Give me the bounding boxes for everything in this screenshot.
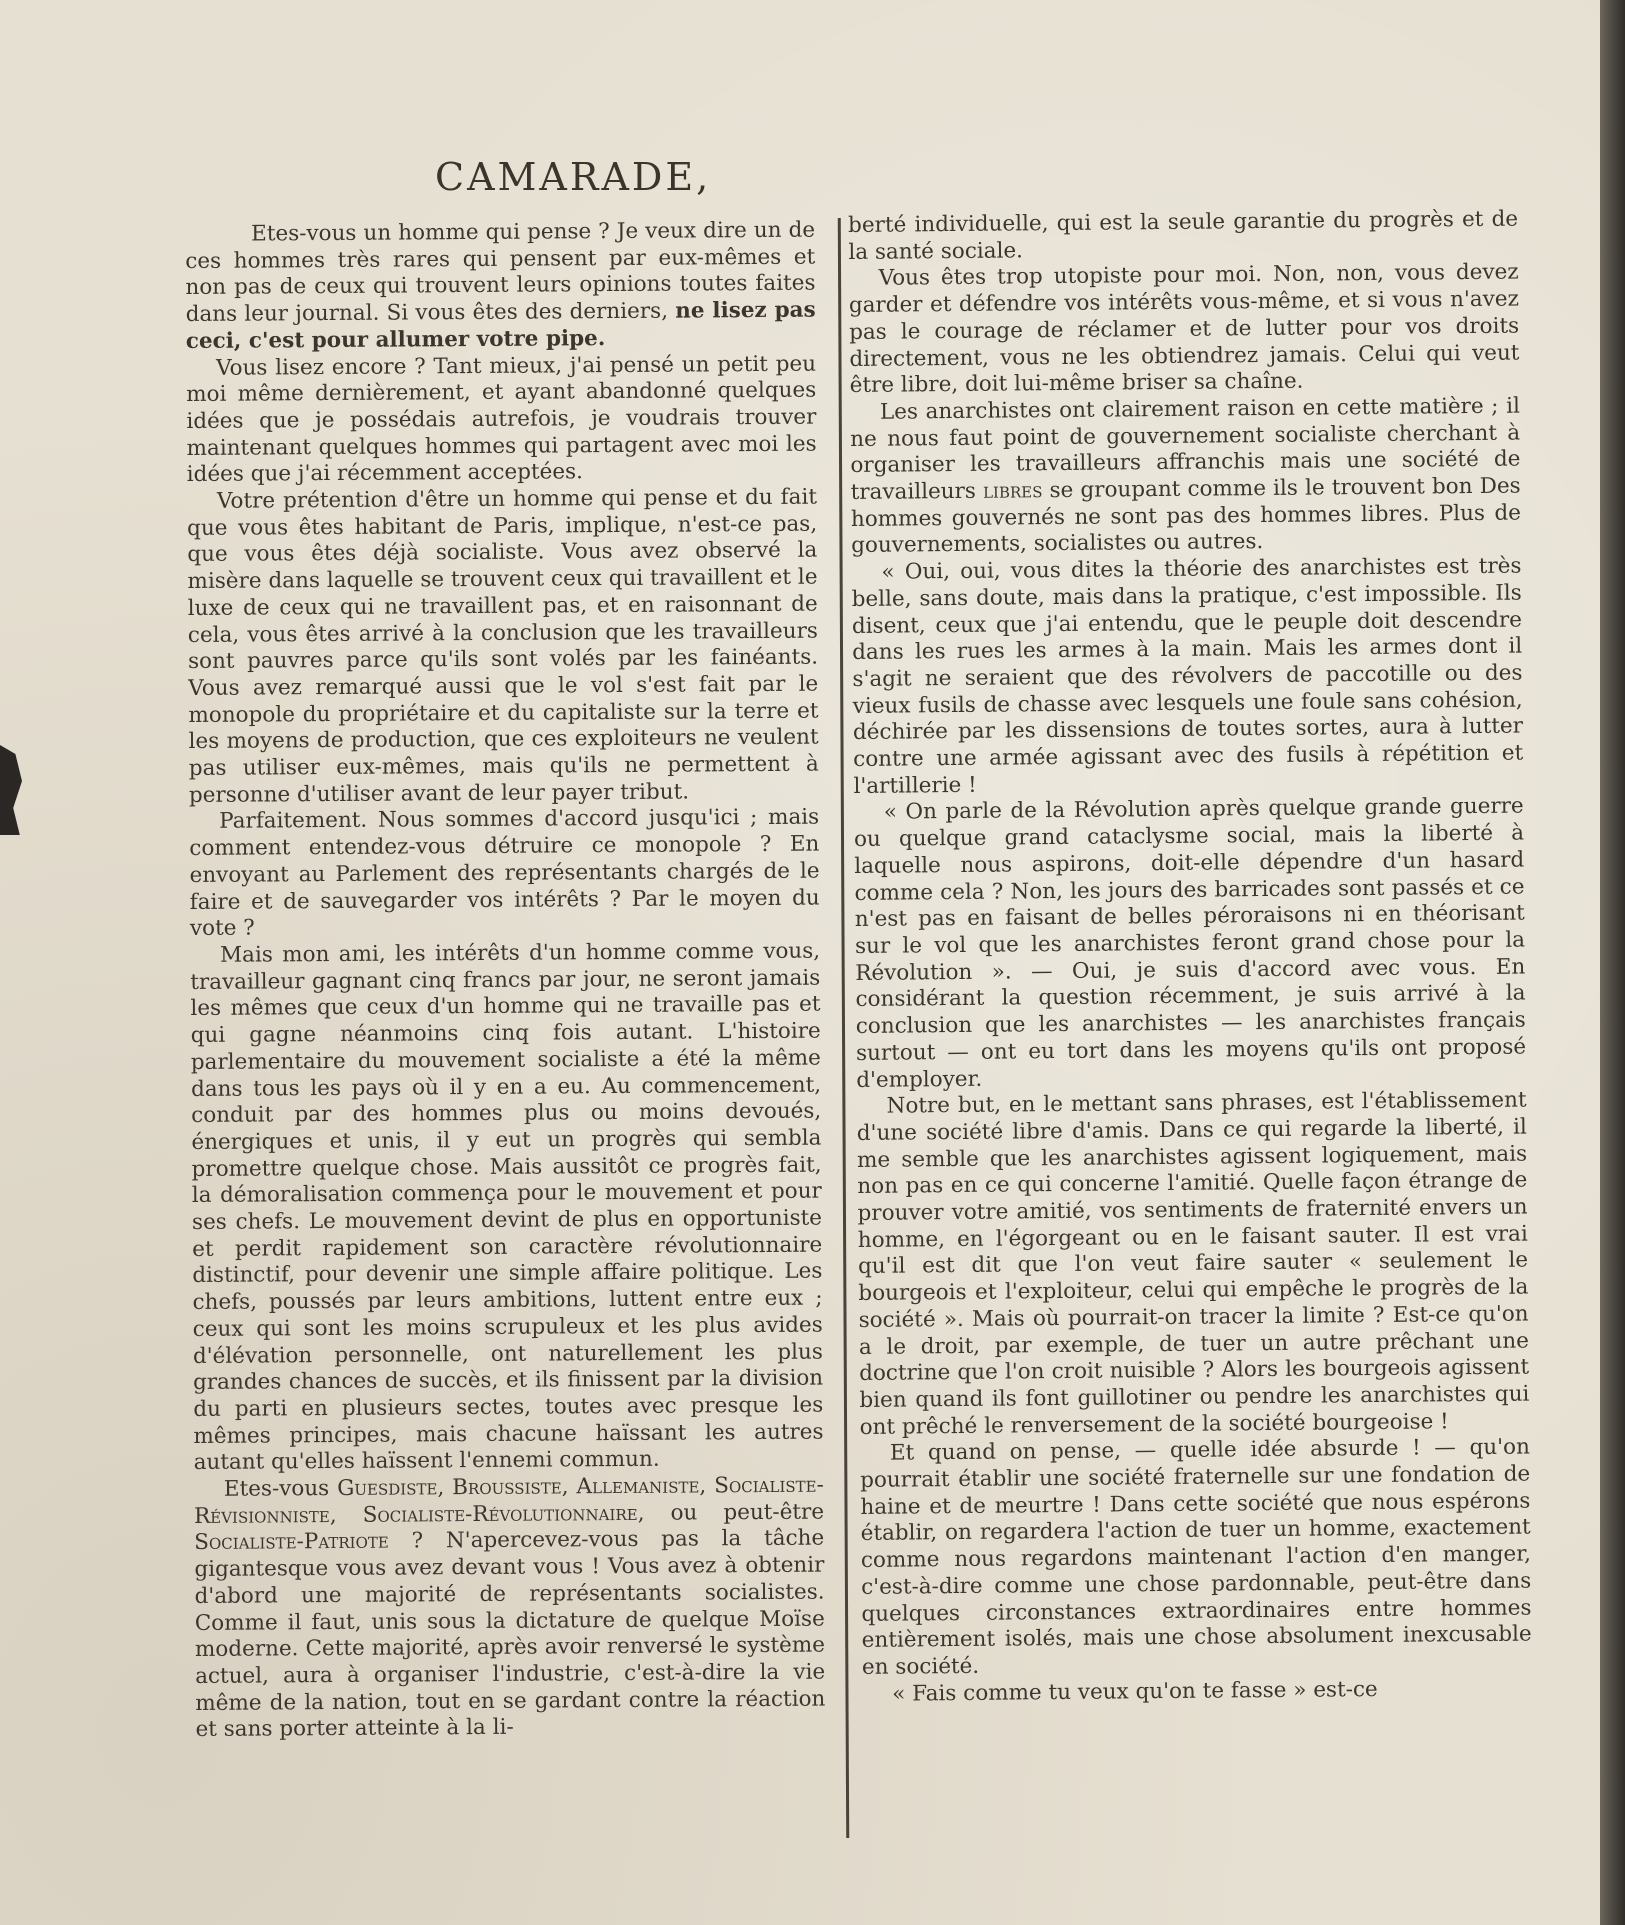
right-paragraph-6: Notre but, en le mettant sans phrases, est l'établissement d'une société libre d'amis. Dans ce qui regarde la liberté, il me semble que les anarchistes agissent logiquement, mais non pas en ce qui concerne l'amitié. Quelle façon étrange de prouver votre amitié, vos sentiments de fraternité envers un homme, en l'égorgeant ou en le faisant sauter. Il est vrai qu'il est dit que l'on veut faire sauter « seulement le bourgeois et l'exploiteur, celui qui empêche le progrès de la société ». Mais où pourrait-on tracer la limite ? Est-ce qu'on a le droit, par exemple, de tuer un autre prêchant une doctrine que l'on croit nuisible ? Alors les bourgeois agissent bien quand ils font guillotiner ou pendre les anarchistes qui ont prêché le renversement de la société bourgeoise ! xyxy=(856,1087,1530,1440)
right-paragraph-5: « On parle de la Révolution après quelque grande guerre ou quelque grand cataclysme social, mais la liberté à laquelle nous aspirons, doit-elle dépendre d'un hasard comme cela ? Non, les jours des barricades sont passés et ce n'est pas en faisant de belles péroraisons ni en théorisant sur le vol que les anarchistes feront grand chose pour la Révolution ». — Oui, je suis d'accord avec vous. En considérant la question récemment, je suis arrivé à la conclusion que les anarchistes — les anarchistes français surtout — ont eu tort dans les moyens qu'ils ont proposé d'employer. xyxy=(853,794,1527,1093)
left-p1-text: Etes-vous un homme qui pense ? Je veux dire un de ces hommes très rares qui pensent par eux-mêmes et non pas de ceux qui trouvent leurs opinions toutes faites dans leur journal. Si vous êtes des derniers, xyxy=(185,217,816,328)
left-p6-factions: Guesdiste, Broussiste, Allemaniste, Socialiste-Révisionniste, Socialiste-Révolutionnaire xyxy=(193,1472,824,1529)
left-p6-start: Etes-vous xyxy=(223,1476,338,1502)
left-p6-end: ? N'apercevez-vous pas la tâche gigantesque vous avez devant vous ! Vous avez à obtenir d'abord une majorité de représentants socialistes. Comme il faut, unis sous la dictature de quelque Moïse moderne. Cette majorité, après avoir renversé le système actuel, aura à organiser l'industrie, c'est-à-dire la vie même de la nation, tout en se gardant contre la réaction et sans porter atteinte à la li- xyxy=(194,1526,826,1743)
left-paragraph-5: Mais mon ami, les intérêts d'un homme comme vous, travailleur gagnant cinq francs par jour, ne seront jamais les mêmes que ceux d'un homme qui ne travaille pas et qui gagne néanmoins cinq fois autant. L'histoire parlementaire du mouvement socialiste a été la même dans tous les pays où il y en a eu. Au commencement, conduit par des hommes plus ou moins devoués, énergiques et unis, il y eut un progrès qui sembla promettre quelque chose. Mais aussitôt ce progrès fait, la démoralisation commença pour le mouvement et pour ses chefs. Le mouvement devint de plus en opportuniste et perdit rapidement son caractère révolutionnaire distinctif, pour devenir une simple affaire politique. Les chefs, poussés par leurs ambitions, luttent entre eux ; ceux qui sont les moins scrupuleux et les plus avides d'élévation personnelle, ont naturellement les plus grandes chances de succès, et ils finissent par la division du parti en plusieurs sectes, toutes avec presque les mêmes principes, mais chacune haïssant les autres autant qu'elles haïssent l'ennemi commun. xyxy=(190,938,824,1476)
left-paragraph-3: Votre prétention d'être un homme qui pense et du fait que vous êtes habitant de Paris, implique, n'est-ce pas, que vous êtes déjà socialiste. Vous avez observé la misère dans laquelle se trouvent ceux qui travaillent et le luxe de ceux qui ne travaillent pas, et en raisonnant de cela, vous êtes arrivé à la conclusion que les travailleurs sont pauvres parce qu'ils sont volés par les fainéants. Vous avez remarqué aussi que le vol s'est fait par le monopole du propriétaire et du capitaliste sur la terre et les moyens de production, que ces exploiteurs ne veulent pas utiliser eux-mêmes, mais qu'ils ne permettent à personne d'utiliser avant de leur payer tribut. xyxy=(187,484,819,808)
right-paragraph-1: berté individuelle, qui est la seule garantie du progrès et de la santé sociale. xyxy=(848,206,1519,265)
right-column xyxy=(848,207,1532,1709)
left-column xyxy=(185,218,826,1744)
right-paragraph-8: « Fais comme tu veux qu'on te fasse » est-ce xyxy=(892,1676,1378,1707)
right-p3-end: se groupant comme ils le trouvent bon Des hommes gouvernés ne sont pas des hommes libres. Plus de gouvernements, socialistes ou autres. xyxy=(850,473,1522,559)
right-p3-libres: libres xyxy=(982,478,1043,504)
page-title: CAMARADE, xyxy=(435,155,712,199)
right-p3-start: Les anarchistes ont clairement raison en cette matière ; il ne nous faut point de gouvernement socialiste cherchant à organiser les travailleurs affranchis mais une société de travailleurs xyxy=(850,393,1521,506)
left-p6-patriote: Socialiste-Patriote xyxy=(194,1529,389,1556)
right-paragraph-3 xyxy=(850,393,1522,560)
right-paragraph-7: Et quand on pense, — quelle idée absurde ! — qu'on pourrait établir une société fraternelle sur une fondation de haine et de meurtre ! Dans cette société que nous espérons établir, on regardera l'action de tuer un homme, exactement comme nous regardons maintenant l'action d'en manger, c'est-à-dire comme une chose pardonnable, peut-être dans quelques circonstances extraordinaires entre hommes entièrement isolés, mais une chose absolument inexcusable en société. xyxy=(860,1434,1532,1680)
left-paragraph-4: Parfaitement. Nous sommes d'accord jusqu'ici ; mais comment entendez-vous détruire ce monopole ? En envoyant au Parlement des représentants chargés de le faire et de sauvegarder vos intérêts ? Par le moyen du vote ? xyxy=(189,805,820,942)
right-paragraph-2: Vous êtes trop utopiste pour moi. Non, non, vous devez garder et défendre vos intérêts vous-même, et si vous n'avez pas le courage de réclamer et de lutter pour vos droits directement, vous ne les obtiendrez jamais. Celui qui veut être libre, doit lui-même briser sa chaîne. xyxy=(848,259,1520,399)
left-paragraph-1 xyxy=(185,218,816,356)
right-paragraph-4: « Oui, oui, vous dites la théorie des anarchistes est très belle, sans doute, mais dans la pratique, c'est impossible. Ils disent, ceux que j'ai entendu, que le peuple doit descendre dans les rues les armes à la main. Mais les armes dont il s'agit ne seraient que des révolvers de paccotille ou des vieux fusils de chasse avec lesquels une foule sans cohésion, déchirée par les dissensions de toutes sortes, aura à lutter contre une armée agissant avec des fusils à répétition et l'artillerie ! xyxy=(851,553,1524,799)
left-p1-bold: ne lisez pas ceci, c'est pour allumer votre pipe. xyxy=(185,297,816,354)
left-paragraph-2: Vous lisez encore ? Tant mieux, j'ai pensé un petit peu moi même dernièrement, et ayant abandonné quelques idées que je possédais autrefois, je voudrais trouver maintenant quelques hommes qui partagent avec moi les idées que j'ai récemment acceptées. xyxy=(186,351,817,488)
background-edge xyxy=(1600,0,1625,1925)
left-paragraph-6 xyxy=(194,1473,826,1744)
left-p6-mid: , ou peut-être xyxy=(637,1499,825,1526)
